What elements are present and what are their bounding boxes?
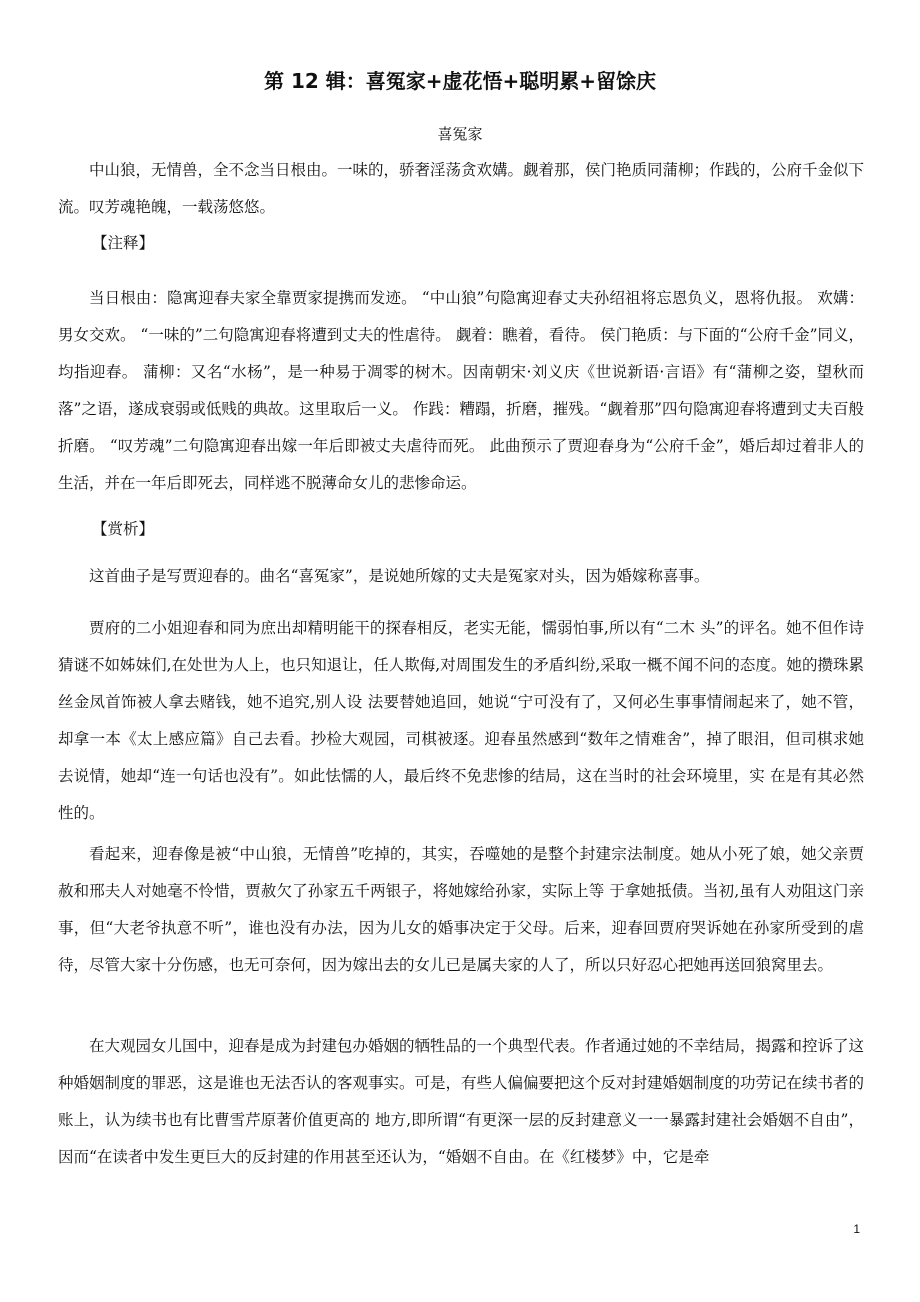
lyric-text: 中山狼，无情兽，全不念当日根由。一味的，骄奢淫荡贪欢媾。觑着那，侯门艳质同蒲柳；作践的，公府千金似下流。叹芳魂艳魄，一载荡悠悠。 (58, 161, 865, 216)
notes-heading: 【注释】 (92, 234, 155, 252)
page-number: 1 (853, 1222, 860, 1236)
paragraph-text: 在大观园女儿国中，迎春是成为封建包办婚姻的牺牲品的一个典型代表。作者通过她的不幸结局，揭露和控诉了这种婚姻制度的罪恶，这是谁也无法否认的客观事实。可是，有些人偏偏要把这个反对封建婚姻制度的功劳记在续书者的账上，认为续书也有比曹雪芹原著价值更高的 地方,即所谓“有更深一层的反封建意义一一暴露封建社会婚姻不自由”，因而“在读者中发生更巨大的反封建的作用甚至还认为，“婚姻不自由。在《红楼梦》中，它是牵 (58, 1037, 865, 1166)
appreciation-paragraph-3 (58, 836, 864, 984)
appreciation-paragraph-1 (58, 558, 864, 595)
document-title: 第 12 辑：喜冤家+虚花悟+聪明累+留馀庆 (263, 69, 657, 93)
lyric-paragraph (58, 152, 864, 226)
appreciation-paragraph-2 (58, 610, 864, 832)
paragraph-text: 看起来，迎春像是被“中山狼，无情兽”吃掉的，其实，吞噬她的是整个封建宗法制度。她从小死了娘，她父亲贾赦和邢夫人对她毫不怜惜，贾赦欠了孙家五千两银子，将她嫁给孙家，实际上等 于拿她抵债。当初,虽有人劝阻这门亲事，但“大老爷执意不听”，谁也没有办法，因为儿女的婚事决定于父母。后来，迎春回贾府哭诉她在孙家所受到的虐待，尽管大家十分伤感，也无可奈何，因为嫁出去的女儿已是属夫家的人了，所以只好忍心把她再送回狼窝里去。 (58, 845, 864, 974)
appreciation-heading: 【赏析】 (92, 520, 155, 538)
notes-paragraph (58, 280, 864, 502)
paragraph-text: 贾府的二小姐迎春和同为庶出却精明能干的探春相反，老实无能，懦弱怕事,所以有“二木 头”的评名。她不但作诗猜谜不如姊妹们,在处世为人上，也只知退让，任人欺侮,对周围发生的矛盾纠纷,采取一概不闻不问的态度。她的攒珠累丝金凤首饰被人拿去赌钱，她不追究,别人设 法要替她追回，她说“宁可没有了，又何必生事事情闹起来了，她不管，却拿一本《太上感应篇》自己去看。抄检大观园，司棋被逐。迎春虽然感到“数年之情难舍”，掉了眼泪，但司棋求她去说情，她却“连一句话也没有”。如此怯懦的人，最后终不免悲惨的结局，这在当时的社会环境里，实 在是有其必然性的。 (58, 619, 864, 822)
notes-text: 当日根由：隐寓迎春夫家全靠贾家提携而发迹。 “中山狼”句隐寓迎春丈夫孙绍祖将忘恩负义，恩将仇报。 欢媾：男女交欢。 “一味的”二句隐寓迎春将遭到丈夫的性虐待。 觑着：瞧着，看待。 侯门艳质：与下面的“公府千金”同义，均指迎春。 蒲柳：又名“水杨”，是一种易于凋零的树木。因南朝宋·刘义庆《世说新语·言语》有“蒲柳之姿，望秋而落”之语，遂成衰弱或低贱的典故。这里取后一义。 作践：糟蹋，折磨，摧残。“觑着那”四句隐寓迎春将遭到丈夫百般折磨。 “叹芳魂”二句隐寓迎春出嫁一年后即被丈夫虐待而死。 此曲预示了贾迎春身为“公府千金”，婚后却过着非人的生活，并在一年后即死去，同样逃不脱薄命女儿的悲惨命运。 (58, 289, 864, 492)
appreciation-paragraph-4 (58, 1028, 864, 1176)
paragraph-text: 这首曲子是写贾迎春的。曲名“喜冤家”，是说她所嫁的丈夫是冤家对头，因为婚嫁称喜事。 (89, 567, 710, 585)
section-subtitle: 喜冤家 (437, 125, 483, 143)
